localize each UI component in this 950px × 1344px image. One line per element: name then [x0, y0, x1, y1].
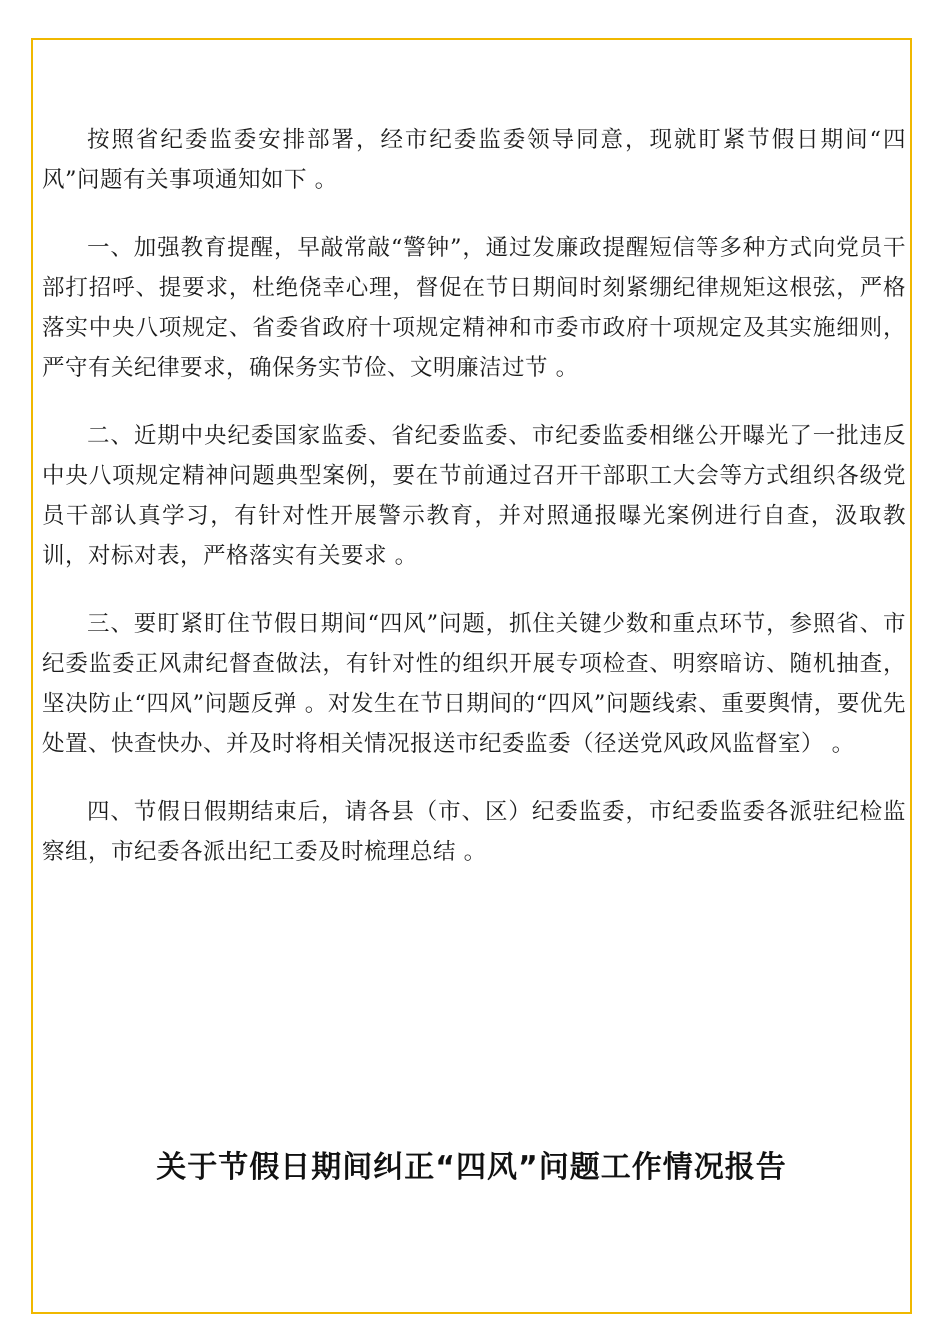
document-body: [42, 120, 906, 900]
item-one-paragraph: 一、加强教育提醒，早敲常敲“警钟”，通过发廉政提醒短信等多种方式向党员干部打招呼、提要求，杜绝侥幸心理，督促在节日期间时刻紧绷纪律规矩这根弦，严格落实中央八项规定、省委省政府十项规定精神和市委市政府十项规定及其实施细则，严守有关纪律要求，确保务实节俭、文明廉洁过节 。: [42, 235, 906, 381]
item-two-paragraph: 二、近期中央纪委国家监委、省纪委监委、市纪委监委相继公开曝光了一批违反中央八项规定精神问题典型案例，要在节前通过召开干部职工大会等方式组织各级党员干部认真学习，有针对性开展警示教育，并对照通报曝光案例进行自查，汲取教训，对标对表，严格落实有关要求 。: [42, 423, 906, 569]
item-three-paragraph: 三、要盯紧盯住节假日期间“四风”问题，抓住关键少数和重点环节，参照省、市纪委监委正风肃纪督查做法，有针对性的组织开展专项检查、明察暗访、随机抽查，坚决防止“四风”问题反弹 。对发生在节日期间的“四风”问题线索、重要舆情，要优先处置、快查快办、并及时将相关情况报送市纪委监委（径送党风政风监督室） 。: [42, 611, 906, 757]
intro-paragraph: 按照省纪委监委安排部署，经市纪委监委领导同意，现就盯紧节假日期间“四风”问题有关事项通知如下 。: [42, 127, 906, 193]
item-four-paragraph: 四、节假日假期结束后，请各县（市、区）纪委监委，市纪委监委各派驻纪检监察组，市纪委各派出纪工委及时梳理总结 。: [42, 799, 906, 865]
report-title: 关于节假日期间纠正“四风”问题工作情况报告: [156, 1150, 787, 1185]
